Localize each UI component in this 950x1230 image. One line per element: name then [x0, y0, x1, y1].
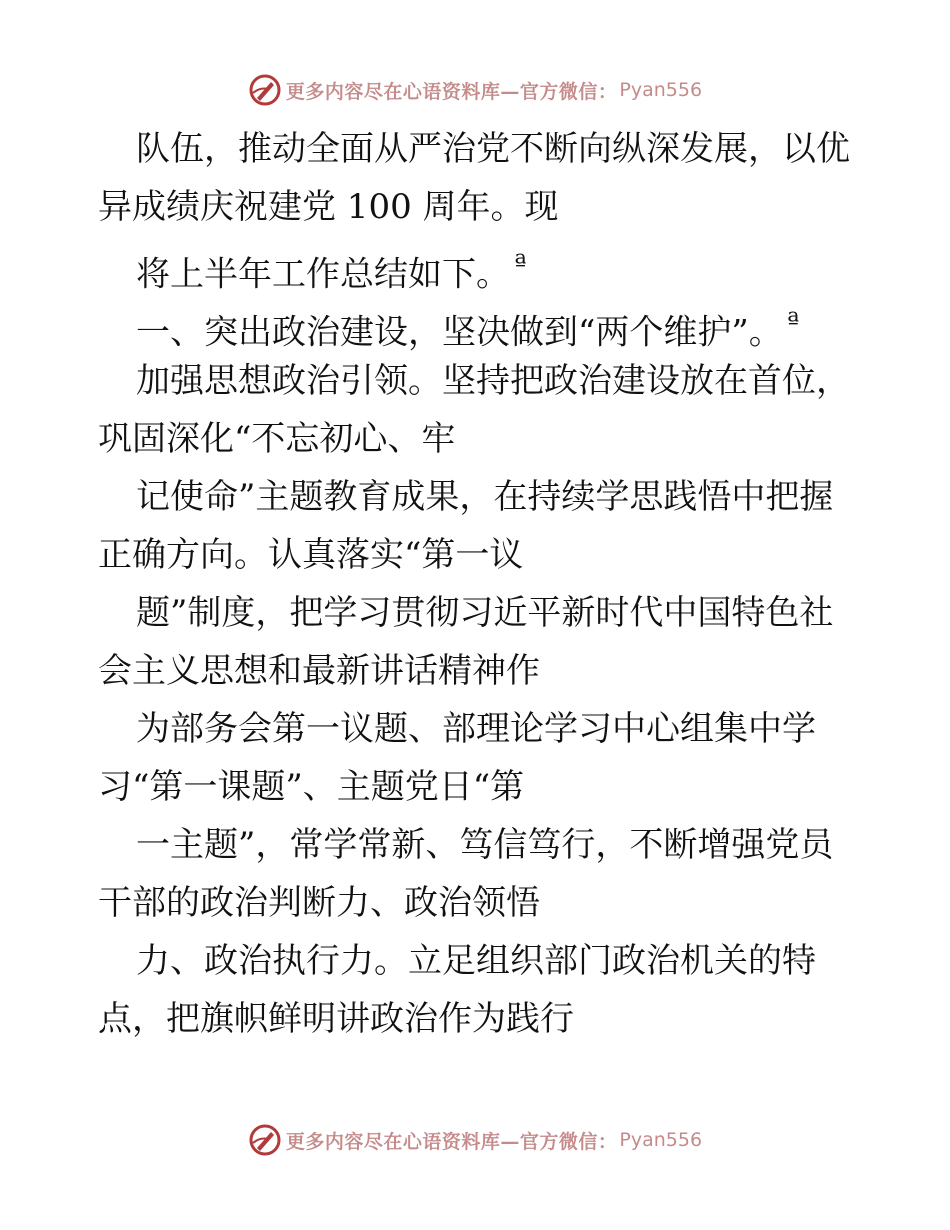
wechat-id: Pyan556	[619, 1129, 703, 1151]
paragraph-line	[98, 178, 858, 236]
line-text: 习“第一课题”、主题党日“第	[98, 767, 525, 807]
paragraph-line	[98, 642, 858, 700]
paragraph-mark: ª	[514, 250, 527, 280]
wechat-id: Pyan556	[619, 79, 703, 101]
document-body	[98, 120, 858, 1048]
paragraph-line	[98, 932, 858, 990]
line-text: 点，把旗帜鲜明讲政治作为践行	[98, 999, 574, 1039]
paragraph-line	[98, 468, 858, 526]
paragraph-line	[98, 874, 858, 932]
paragraph-line	[98, 294, 858, 352]
line-text: 正确方向。认真落实“第一议	[98, 535, 524, 575]
paragraph-line	[98, 236, 858, 294]
header-watermark-banner	[0, 70, 950, 110]
pen-logo-icon	[248, 1123, 282, 1157]
line-text: 力、政治执行力。立足组织部门政治机关的特	[136, 941, 816, 981]
paragraph-line	[98, 410, 858, 468]
banner-text: 更多内容尽在心语资料库—官方微信：	[285, 80, 618, 103]
banner-text: 更多内容尽在心语资料库—官方微信：	[285, 1130, 618, 1153]
paragraph-line	[98, 352, 858, 410]
line-text: 将上半年工作总结如下。	[136, 254, 510, 295]
line-text: 一主题”，常学常新、笃信笃行，不断增强党员	[136, 825, 834, 865]
line-text: 加强思想政治引领。坚持把政治建设放在首位，	[136, 361, 850, 401]
paragraph-line	[98, 758, 858, 816]
line-text: 会主义思想和最新讲话精神作	[98, 651, 540, 691]
line-text: 题”制度，把学习贯彻习近平新时代中国特色社	[136, 593, 834, 633]
line-text: 干部的政治判断力、政治领悟	[98, 883, 540, 923]
paragraph-line	[98, 816, 858, 874]
paragraph-line	[98, 584, 858, 642]
line-text: 记使命”主题教育成果，在持续学思践悟中把握	[136, 477, 834, 517]
line-text: 一、突出政治建设，坚决做到“两个维护”。	[136, 312, 783, 353]
paragraph-line	[98, 120, 858, 178]
footer-watermark-banner	[0, 1120, 950, 1160]
line-text: 为部务会第一议题、部理论学习中心组集中学	[136, 709, 816, 749]
paragraph-line	[98, 700, 858, 758]
paragraph-line	[98, 526, 858, 584]
pen-logo-icon	[248, 73, 282, 107]
line-text: 异成绩庆祝建党 100 周年。现	[98, 187, 559, 227]
line-text: 队伍，推动全面从严治党不断向纵深发展，以优	[136, 129, 850, 169]
paragraph-mark: ª	[786, 308, 800, 338]
paragraph-line	[98, 990, 858, 1048]
line-text: 巩固深化“不忘初心、牢	[98, 419, 456, 459]
